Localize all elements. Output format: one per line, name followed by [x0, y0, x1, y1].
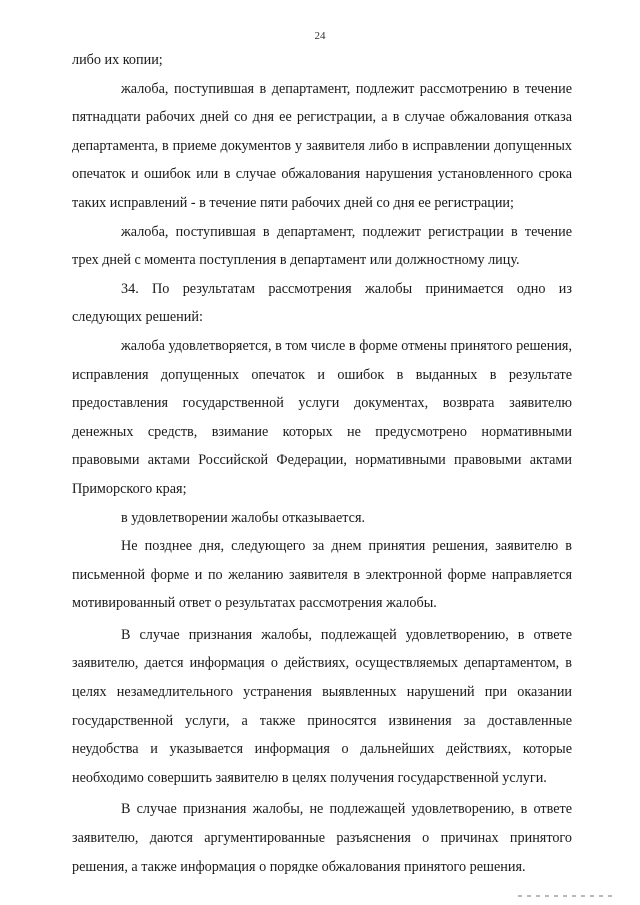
paragraph-response-deadline: Не позднее дня, следующего за днем принятия решения, заявителю в письменной форме и по желанию заявителя в электронной форме направляется мотивированный ответ о результатах рассмотрения жалобы.: [72, 538, 572, 612]
paragraph-satisfied-response: В случае признания жалобы, подлежащей удовлетворению, в ответе заявителю, дается информация о действиях, осуществляемых департаментом, в целях незамедлительного устранения выявленных нарушений при оказании государственной услуги, а также приносятся извинения за доставленные неудобства и указывается информация о дальнейших действиях, которые необходимо совершить заявителю в целях получения государственной услуги.: [72, 626, 572, 786]
paragraph-unsatisfied-response: В случае признания жалобы, не подлежащей удовлетворению, в ответе заявителю, даются аргументированные разъяснения о причинах принятого решения, а также информация о порядке обжалования принятого решения.: [72, 801, 572, 875]
page-number: 24: [314, 30, 326, 42]
scan-artifact: [518, 895, 614, 897]
document-body: [72, 46, 572, 881]
paragraph-continuation: либо их копии;: [72, 52, 163, 68]
paragraph-complaint-refused: в удовлетворении жалобы отказывается.: [121, 509, 366, 526]
paragraph-complaint-satisfied: жалоба удовлетворяется, в том числе в форме отмены принятого решения, исправления допущенных опечаток и ошибок в выданных в результате предоставления государственной услуги документах, возврата заявителю денежных средств, взимание которых не предусмотрено нормативными правовыми актами Российской Федерации, нормативными правовыми актами Приморского края;: [72, 337, 572, 497]
paragraph-complaint-review-term: жалоба, поступившая в департамент, подлежит рассмотрению в течение пятнадцати рабочих дней со дня ее регистрации, а в случае обжалования отказа департамента, в приеме документов у заявителя либо в исправлении допущенных опечаток и ошибок или в случае обжалования нарушения установленного срока таких исправлений - в течение пяти рабочих дней со дня ее регистрации;: [72, 80, 572, 211]
paragraph-complaint-registration: жалоба, поступившая в департамент, подлежит регистрации в течение трех дней с момента поступления в департамент или должностному лицу.: [72, 223, 572, 269]
paragraph-section-34: 34. По результатам рассмотрения жалобы принимается одно из следующих решений:: [72, 280, 572, 326]
